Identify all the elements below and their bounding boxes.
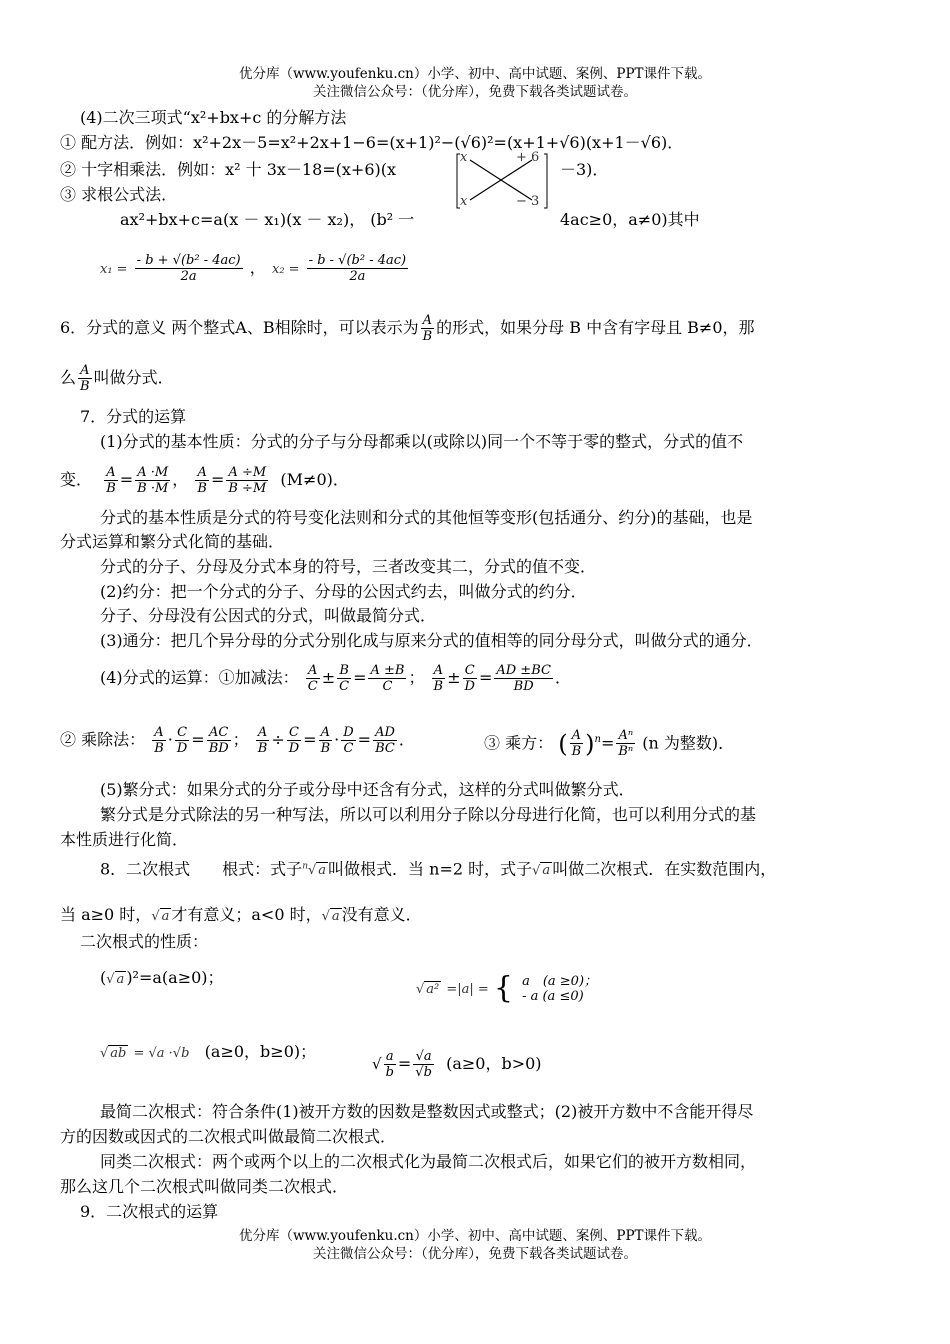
footer-line-1: 优分库（www.youfenku.cn）小学、初中、高中试题、案例、PPT课件下载。 [238, 1228, 712, 1244]
frac [570, 728, 584, 759]
property-3 [100, 1042, 316, 1064]
frac [152, 725, 166, 756]
paragraph-9: 同类二次根式：两个或两个以上的二次根式化为最简二次根式后，如果它们的被开方数相同， [100, 1152, 757, 1171]
paragraph-7: 繁分式是分式除法的另一种写法，所以可以利用分子除以分母进行化简，也可以利用分式的基 [100, 805, 757, 824]
num: A [319, 725, 333, 741]
den: C [343, 741, 354, 756]
square-root: √ ab [100, 1046, 127, 1061]
den: BD [513, 679, 534, 694]
frac [256, 725, 270, 756]
property-1-rhs: )²=a(a≥0)； [126, 968, 224, 987]
den: B [197, 481, 207, 496]
radicand: ab [110, 1046, 127, 1061]
section-6-line-1 [60, 306, 755, 350]
section-8-text-c: 叫做二次根式．在实数范围内， [552, 859, 777, 879]
num: C [175, 725, 189, 741]
footer-line-2: 关注微信公众号：（优分库），免费下载各类试题试卷。 [313, 1246, 637, 1262]
num: C [463, 663, 477, 679]
property-2: √ a² =|a| = { a (a ≥0)； - a (a ≤0) [416, 970, 598, 1006]
frac [373, 725, 397, 756]
den: D [288, 741, 300, 756]
num: AD ±BC [496, 663, 551, 678]
den: B ·M [137, 481, 169, 496]
method-2-part-b: －3)． [560, 160, 609, 179]
power-exponent: n [594, 734, 601, 745]
den: B [154, 741, 164, 756]
num: A [152, 725, 166, 741]
den: b [385, 1065, 394, 1080]
open-paren: ( [100, 968, 107, 987]
den: √b [415, 1065, 432, 1080]
cross-bottom-left: x [460, 194, 468, 209]
paragraph-8: 最简二次根式：符合条件(1)被开方数的因数是整数因式或整式；(2)被开方数中不含能开得尽 [100, 1102, 754, 1121]
root-index: n [302, 862, 308, 872]
x2-numerator: - b - √(b² - 4ac) [308, 253, 407, 268]
den: B [433, 679, 444, 694]
cross-top-left: x [460, 150, 468, 165]
fraction-denominator: B [422, 329, 433, 344]
square-root: √ a [321, 909, 340, 924]
den: B [571, 744, 582, 760]
frac [175, 725, 189, 756]
section-4-title: (4)二次三项式“x²+bx+c 的分解方法 [80, 108, 347, 127]
frac [207, 725, 231, 756]
section-9-title: 9．二次根式的运算 [80, 1202, 219, 1221]
method-1: ① 配方法．例如：x²+2x－5=x²+2x+1−6=(x+1)²−(√6)²=(x+1+√6)(x+1－√6)． [60, 133, 684, 152]
fraction-a-b [104, 465, 118, 496]
radicand: a [116, 972, 125, 987]
property-1 [100, 968, 224, 990]
num: A ÷M [226, 465, 268, 481]
num: A [256, 725, 270, 741]
frac [616, 728, 635, 759]
root-formula-x1 [100, 246, 266, 292]
property-condition: (M≠0)． [280, 470, 349, 489]
x2-fraction [307, 253, 408, 284]
method-2-part-a: ② 十字相乘法．例如：x² 十 3x－18=(x+6)(x [60, 160, 397, 179]
num: D [343, 725, 354, 740]
section-6-text-b: 的形式，如果分母 B 中含有字母且 B≠0，那 [436, 318, 755, 337]
num: A [195, 465, 209, 481]
cross-diagram [456, 152, 548, 210]
section-8-line-2 [60, 905, 422, 927]
num: AC [207, 725, 231, 741]
radicand: a [542, 863, 551, 879]
property-4: √ $\frac{a}{b}$ = $\frac{√a}{√b}$ (a≥0，b>0) [372, 1049, 542, 1080]
fraction-denominator: B [80, 379, 90, 394]
paragraph-1: 分式的基本性质是分式的符号变化法则和分式的其他恒等变形(包括通分、约分)的基础，也是 [100, 508, 753, 527]
x2-denominator: 2a [349, 269, 366, 284]
num: Aⁿ [616, 728, 635, 744]
num: A ·M [135, 465, 170, 481]
section-8-text-e: 才有意义；a<0 时， [171, 905, 322, 924]
fraction-a-b-2 [195, 465, 209, 496]
property-4-condition: (a≥0，b>0) [446, 1054, 542, 1073]
section-8-properties-title: 二次根式的性质： [80, 932, 209, 951]
fraction-a-div-m [226, 465, 268, 496]
paragraph-5: (3)通分：把几个异分母的分式分别化成与原来分式的值相等的同分母分式，叫做分式的通分． [100, 631, 763, 650]
radicand: a [318, 863, 327, 879]
x1-fraction [135, 253, 243, 284]
property-intro: 变． [60, 470, 93, 489]
x2-lhs: x₂ = [272, 262, 300, 277]
radicand: a² [426, 982, 440, 997]
num: A [104, 465, 118, 481]
section-7-title: 7．分式的运算 [80, 407, 187, 426]
method-3-formula-a: ax²+bx+c=a(x － x₁)(x － x₂)， (b² 一 [120, 210, 415, 229]
square-root: √ a² [416, 982, 440, 997]
method-3-title: ③ 求根公式法． [60, 185, 178, 204]
operations-title: (4)分式的运算：①加减法： [100, 668, 299, 687]
section-8-text-f: 没有意义． [341, 905, 422, 924]
operations-mul-div: ② 乘除法： $\frac{A}{B}$ · $\frac{C}{D}$ = $\frac{AC}{BD}$ ； $\frac{A}{B}$ ÷ $\frac{C}{D}$ = $\frac{A}{B}$ · $\frac{D}{C}$ = $\frac{AD}{BC}$ ． [60, 725, 415, 756]
den: C [339, 679, 350, 694]
paragraph-3: (2)约分：把一个分式的分子、分母的公因式约去，叫做分式的约分． [100, 582, 587, 601]
case-2: - a (a ≤0) [522, 988, 584, 1004]
den: D [464, 679, 475, 694]
num: A [306, 663, 320, 679]
nth-root: $^n$√ a [302, 862, 327, 879]
header-line-1: 优分库（www.youfenku.cn）小学、初中、高中试题、案例、PPT课件下载。 [238, 66, 712, 82]
frac [384, 1049, 396, 1080]
operations-add-sub: (4)分式的运算：①加减法： $\frac{A}{C}$ ± $\frac{B}{C}$ = $\frac{A \pm B}{C}$ ； $\frac{A}{B}$ ± $\frac{C}{D}$ = $\frac{AD \pm BC}{BD}$ ． [100, 663, 571, 694]
property-3-condition: (a≥0，b≥0)； [204, 1042, 317, 1061]
fraction-a-over-b [421, 313, 435, 344]
frac [494, 663, 553, 694]
num: A [432, 663, 446, 679]
case-1: a (a ≥0)； [522, 973, 598, 989]
property-formulas: 变． $\frac{A}{B}$ = $\frac{A \cdot M}{B \cdot M}$ ， $\frac{A}{B}$ = $\frac{A \div M}{B \div M}$ (M≠0)． [60, 465, 349, 496]
den: C [382, 679, 393, 694]
num: B [337, 663, 351, 679]
square-root: √ a [151, 909, 170, 924]
den: BC [375, 741, 395, 756]
fraction-am-bm [135, 465, 170, 496]
frac [337, 663, 351, 694]
section-7-property: (1)分式的基本性质：分式的分子与分母都乘以(或除以)同一个不等于零的整式，分式的值不 [100, 432, 744, 451]
section-6-text-d: 叫做分式． [93, 368, 174, 387]
radicand: a [161, 909, 170, 924]
den: B ÷M [228, 481, 267, 496]
paragraph-6: (5)繁分式：如果分式的分子或分母中还含有分式，这样的分式叫做繁分式． [100, 780, 635, 799]
root-formula-x2 [272, 246, 410, 292]
paragraph-7b: 本性质进行化简． [60, 830, 189, 849]
operations-power: ③ 乘方： ( $\frac{A}{B}$ )$^n$= $\frac{\text{Aⁿ}}{\text{Bⁿ}}$ (n 为整数)． [484, 728, 735, 760]
paragraph-1b: 分式运算和繁分式化简的基础． [60, 532, 285, 551]
num: A [570, 728, 584, 744]
frac [306, 663, 320, 694]
x1-lhs: x₁ = [100, 262, 128, 277]
fraction-numerator: A [78, 363, 92, 379]
den: Bⁿ [618, 744, 634, 760]
paragraph-8b: 方的因数或因式的二次根式叫做最简二次根式． [60, 1127, 397, 1146]
header-line-2: 关注微信公众号：（优分库），免费下载各类试题试卷。 [313, 84, 637, 100]
den: B [320, 741, 331, 756]
den: B [106, 481, 116, 496]
power-condition: (n 为整数)． [642, 733, 735, 753]
num: A ±B [370, 663, 405, 678]
section-8-text-d: 当 a≥0 时， [60, 905, 152, 924]
fraction-a-over-b-2 [78, 363, 92, 394]
num: C [287, 725, 301, 741]
num: AD [375, 725, 395, 740]
muldiv-title: ② 乘除法： [60, 730, 146, 749]
method-3-formula-b: 4ac≥0，a≠0)其中 [560, 210, 700, 229]
section-8-text-a: 8．二次根式 根式：式子 [100, 859, 303, 879]
x1-numerator: - b + √(b² - 4ac) [136, 253, 241, 268]
cross-top-right: + 6 [516, 150, 540, 165]
piecewise [520, 974, 599, 1004]
power-title: ③ 乘方： [484, 733, 554, 753]
abs-value: =|a| = [446, 982, 489, 997]
property-3-rhs: = √a ·√b [133, 1046, 190, 1061]
frac [368, 663, 406, 694]
den: B [257, 741, 268, 756]
den: BD [208, 741, 229, 756]
root-separator: ， [249, 258, 266, 277]
num: a [384, 1049, 396, 1065]
cross-bottom-right: − 3 [516, 194, 540, 209]
paragraph-2: 分式的分子、分母及分式本身的符号，三者改变其二，分式的值不变． [100, 557, 597, 576]
frac [432, 663, 446, 694]
paragraph-4: 分子、分母没有公因式的分式，叫做最简分式． [100, 606, 437, 625]
frac [287, 725, 301, 756]
frac [463, 663, 477, 694]
frac [319, 725, 333, 756]
radicand: a [331, 909, 340, 924]
square-root: √ a [532, 863, 551, 879]
num: √a [413, 1049, 434, 1065]
den: D [176, 741, 188, 756]
paragraph-9b: 那么这几个二次根式叫做同类二次根式． [60, 1177, 349, 1196]
square-root: √ a [106, 972, 125, 987]
section-6-text-a: 6．分式的意义 两个整式A、B相除时，可以表示为 [60, 318, 419, 337]
frac [341, 725, 355, 756]
section-8-text-b: 叫做根式．当 n=2 时，式子 [328, 859, 533, 879]
fraction-numerator: A [421, 313, 435, 329]
x1-denominator: 2a [180, 269, 197, 284]
section-6-line-2 [60, 356, 174, 400]
section-6-text-c: 么 [60, 368, 77, 387]
frac [413, 1049, 434, 1080]
radical-sign: √ [372, 1055, 382, 1073]
den: C [307, 679, 318, 694]
section-8-line-1 [100, 857, 776, 881]
